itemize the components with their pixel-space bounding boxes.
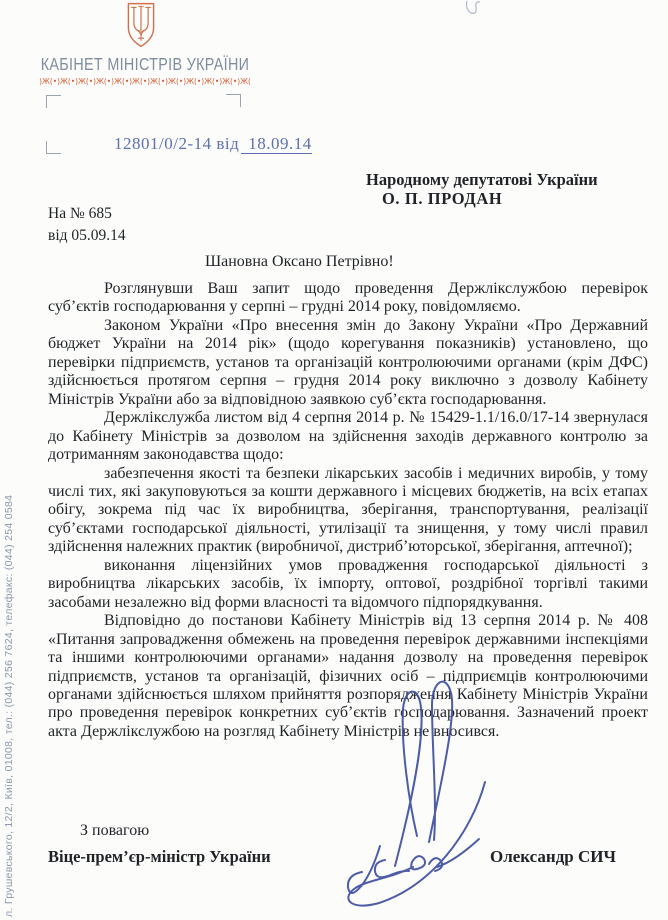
ornament-divider: )Ж(•)Ж(•)Ж(•)Ж(•)Ж(•)Ж(•)Ж(•)Ж(•)Ж(•)Ж(•)Ж(•)Ж(: [39, 77, 251, 86]
pen-mark-icon: [463, 0, 485, 16]
salutation: Шановна Оксано Петрівно!: [205, 253, 394, 270]
bracket-top-right: [226, 94, 241, 107]
stamp-number: 12801/0/2-14 від: [114, 134, 240, 153]
closing-regards: З повагою: [80, 822, 150, 839]
registration-stamp: [114, 134, 312, 154]
reference-block: [48, 203, 126, 247]
footer-address: л. Грушевського, 12/2, Київ, 01008, тел.: (044) 256 7624, телефакс: (044) 254 0584: [3, 494, 15, 917]
closing-name: Олександр СИЧ: [489, 847, 616, 866]
body-paragraph: Держлікслужба листом від 4 серпня 2014 р. № 15429-1.1/16.0/17-14 звернулася до Кабінету Міністрів за дозволом на здійснення заходів державного контролю за дотриманням законодавства щодо:: [48, 409, 648, 464]
closing-position: Віце-прем’єр-міністр України: [48, 847, 271, 866]
reference-number: На № 685: [48, 205, 112, 222]
bracket-top-left: [46, 95, 61, 108]
body-paragraph: забезпечення якості та безпеки лікарських засобів і медичних виробів, у тому числі тих, які закуповуються за кошти державного і місцевих бюджетів, на всіх етапах обігу, зокрема під час їх виробництва, зберігання, транспортування, реалізації суб’єктами господарської діяльності, утилізації та знищення, у тому числі правил здійснення належних практик (виробничої, дистриб’юторської, зберігання, аптечної);: [48, 464, 648, 556]
org-title: КАБІНЕТ МІНІСТРІВ УКРАЇНИ: [40, 54, 250, 74]
addressee-block: [366, 170, 628, 208]
body-text: [48, 280, 648, 741]
body-paragraph: Законом України «Про внесення змін до Закону України «Про Державний бюджет України на 2014 рік» (щодо корегування показників) установлено, що перевірки підприємств, установ та організацій контролюючими органами (крім ДФС) здійснюється протягом серпня – грудня 2014 року виключно з дозволу Кабінету Міністрів України або за відповідною заявкою суб’єкта господарювання.: [48, 316, 648, 408]
reference-date: від 05.09.14: [48, 227, 126, 244]
body-paragraph: Відповідно до постанови Кабінету Міністрів від 13 серпня 2014 р. № 408 «Питання запровадження обмежень на проведення перевірок державними інспекціями та іншими контролюючими органами» надання дозволу на проведення перевірок підприємств, установ та організацій, фізичних осіб – підприємців контролюючими органами здійснюється шляхом прийняття розпорядження Кабінету Міністрів України про проведення перевірок конкретних суб’єктів господарювання. Зазначений проект акта Держлікслужбою на розгляд Кабінету Міністрів не вносився.: [48, 612, 648, 740]
body-paragraph: Розглянувши Ваш запит щодо проведення Держлікслужбою перевірок суб’єктів господарювання у серпні – грудні 2014 року, повідомляємо.: [48, 280, 648, 316]
body-paragraph: виконання ліцензійних умов провадження господарської діяльності з виробництва лікарських засобів, їх імпорту, оптової, роздрібної торгівлі такими засобами незалежно від форми власності та відомчого підпорядкування.: [48, 556, 648, 611]
stamp-date: 18.09.14: [241, 134, 312, 154]
bracket-bottom-left: [46, 141, 61, 154]
trident-emblem-icon: [124, 2, 158, 48]
addressee-line2: О. П. ПРОДАН: [382, 189, 503, 208]
addressee-line1: Народному депутатові України: [366, 170, 598, 189]
